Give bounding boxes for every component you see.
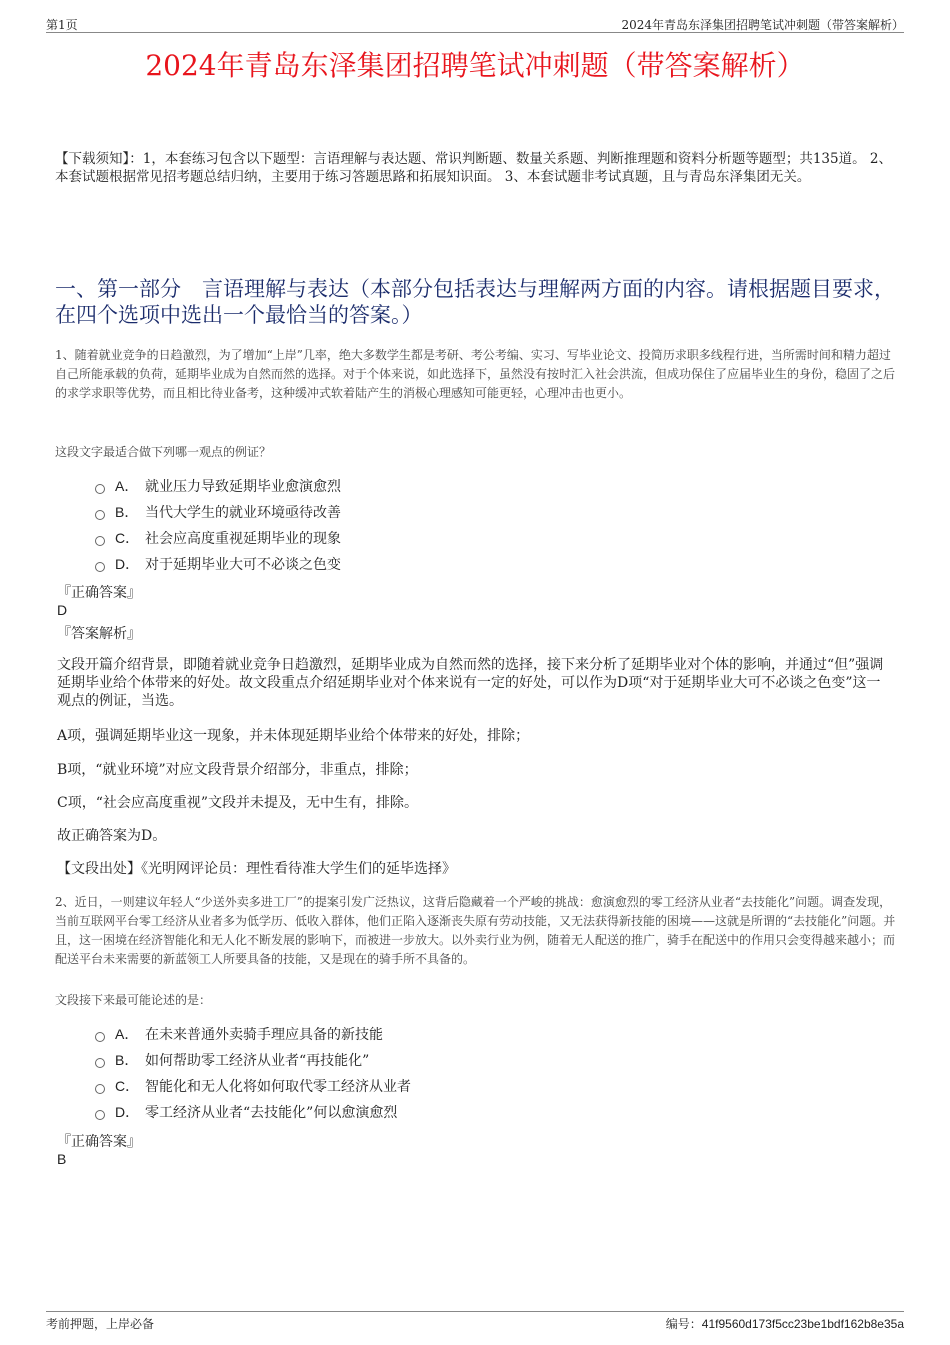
option-letter: A． xyxy=(115,1026,139,1042)
option-a[interactable] xyxy=(95,1021,795,1047)
option-letter: A． xyxy=(115,478,139,494)
analysis-paragraph: 故正确答案为D。 xyxy=(57,828,167,844)
option-letter: C． xyxy=(115,530,140,546)
option-text: 当代大学生的就业环境亟待改善 xyxy=(145,505,341,521)
radio-button[interactable] xyxy=(95,484,105,494)
answer-value: D xyxy=(57,602,68,618)
question-1-text: 1、随着就业竞争的日趋激烈，为了增加“上岸”几率，绝大多数学生都是考研、考公考编、实习、写毕业论文、投简历求职多线程行进，当所需时间和精力超过自己所能承载的负荷，延期毕业成为自然而然的选择。对于个体来说，如此选择下，虽然没有按时汇入社会洪流，但成功保住了应届毕业生的身份，稳固了之后的求学求职等优势，而且相比待业备考，这种缓冲式软着陆产生的消极心理感知可能更轻，心理冲击也更小。 xyxy=(55,348,896,400)
radio-button[interactable] xyxy=(95,536,105,546)
option-letter: C． xyxy=(115,1078,140,1094)
option-text: 在未来普通外卖骑手理应具备的新技能 xyxy=(145,1027,383,1043)
download-notice: 【下载须知】：1，本套练习包含以下题型：言语理解与表达题、常识判断题、数量关系题、判断推理题和资料分析题等题型；共135道。 2、本套试题根据常见招考题总结归纳，主要用于练习答题思路和拓展知识面。 3、本套试题非考试真题，且与青岛东泽集团无关。 xyxy=(55,151,892,185)
source-citation: 【文段出处】《光明网评论员：理性看待准大学生们的延毕选择》 xyxy=(57,861,456,877)
option-text: 如何帮助零工经济从业者“再技能化” xyxy=(145,1053,370,1069)
option-c[interactable] xyxy=(95,1073,795,1099)
answer-value: B xyxy=(57,1151,67,1167)
question-2-ask: 文段接下来最可能论述的是： xyxy=(55,993,212,1007)
section-title: 一、第一部分 言语理解与表达（本部分包括表达与理解两方面的内容。请根据题目要求，在四个选项中选出一个最恰当的答案。） xyxy=(55,277,895,327)
option-letter: B． xyxy=(115,504,139,520)
analysis-label: 『答案解析』 xyxy=(57,626,141,642)
footer-code-label: 编号： xyxy=(665,1317,702,1331)
analysis-paragraph: A项，强调延期毕业这一现象，并未体现延期毕业给个体带来的好处，排除； xyxy=(57,728,530,744)
option-d[interactable] xyxy=(95,1099,795,1125)
header-doc-title: 2024年青岛东泽集团招聘笔试冲刺题（带答案解析） xyxy=(621,18,904,32)
answer-label: 『正确答案』 xyxy=(57,1134,141,1150)
option-text: 就业压力导致延期毕业愈演愈烈 xyxy=(145,479,341,495)
analysis-paragraph: B项，“就业环境”对应文段背景介绍部分，非重点，排除； xyxy=(57,762,418,778)
radio-button[interactable] xyxy=(95,1058,105,1068)
option-letter: D． xyxy=(115,556,140,572)
option-text: 对于延期毕业大可不必谈之色变 xyxy=(145,557,341,573)
option-a[interactable] xyxy=(95,473,795,499)
page-header xyxy=(46,14,904,33)
question-1-ask: 这段文字最适合做下列哪一观点的例证？ xyxy=(55,445,272,459)
radio-button[interactable] xyxy=(95,1084,105,1094)
option-c[interactable] xyxy=(95,525,795,551)
radio-button[interactable] xyxy=(95,1110,105,1120)
document-title: 2024年青岛东泽集团招聘笔试冲刺题（带答案解析） xyxy=(145,49,805,82)
option-text: 零工经济从业者“去技能化”何以愈演愈烈 xyxy=(145,1105,398,1121)
radio-button[interactable] xyxy=(95,1032,105,1042)
option-letter: D． xyxy=(115,1104,140,1120)
question-2-text: 2、近日，一则建议年轻人“少送外卖多进工厂”的提案引发广泛热议，这背后隐藏着一个严峻的挑战：愈演愈烈的零工经济从业者“去技能化”问题。调查发现，当前互联网平台零工经济从业者多为低学历、低收入群体，他们正陷入逐渐丧失原有劳动技能，又无法获得新技能的困境——这就是所谓的“去技能化”问题。并且，这一困境在经济智能化和无人化不断发展的影响下，而被进一步放大。以外卖行业为例，随着无人配送的推广，骑手在配送中的作用只会变得越来越小；而配送平台未来需要的新蓝领工人所要具备的技能，又是现在的骑手所不具备的。 xyxy=(55,895,896,966)
footer-slogan: 考前押题，上岸必备 xyxy=(46,1317,155,1331)
option-text: 社会应高度重视延期毕业的现象 xyxy=(145,531,341,547)
option-d[interactable] xyxy=(95,551,795,577)
question-2-options xyxy=(95,1021,795,1125)
question-1-options xyxy=(95,473,795,577)
analysis-paragraph: 文段开篇介绍背景，即随着就业竞争日趋激烈，延期毕业成为自然而然的选择，接下来分析了延期毕业对个体的影响，并通过“但”强调延期毕业给个体带来的好处。故文段重点介绍延期毕业对个体来说有一定的好处，可以作为D项“对于延期毕业大可不必谈之色变”这一观点的例证，当选。 xyxy=(57,657,884,709)
analysis-paragraph: C项，“社会应高度重视”文段并未提及，无中生有，排除。 xyxy=(57,795,419,811)
footer-code xyxy=(666,1315,904,1332)
option-b[interactable] xyxy=(95,499,795,525)
radio-button[interactable] xyxy=(95,510,105,520)
option-letter: B． xyxy=(115,1052,139,1068)
footer-divider xyxy=(46,1311,904,1312)
page-number: 第1页 xyxy=(46,18,78,32)
option-text: 智能化和无人化将如何取代零工经济从业者 xyxy=(145,1079,411,1095)
option-b[interactable] xyxy=(95,1047,795,1073)
footer-code-value: 41f9560d173f5cc23be1bdf162b8e35a xyxy=(701,1317,904,1331)
radio-button[interactable] xyxy=(95,562,105,572)
answer-label: 『正确答案』 xyxy=(57,585,141,601)
